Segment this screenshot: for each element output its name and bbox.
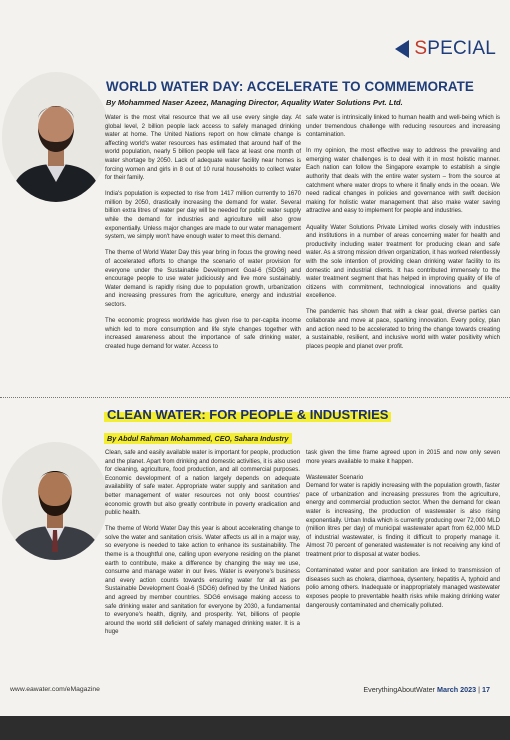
article2-title-wrap (104, 406, 391, 424)
article2-right-column (306, 449, 500, 618)
paragraph: The theme of World Water Day this year is about accelerating change to solve the water and sanitation crisis. Water affects us all in a major way, so everyone is needed to take action to enhance its sustainability. The theme is a thoughtful one, calling upon everyone residing on the planet earth to contribute, make a difference by changing the way we use, consume and manage water in our lives. Water is everyone's business and every action counts towards ensuring water for all as per Sustainable Development Goal-6 (SDG6) defined by the United Nations and agreed by member countries. SDG6 envisage making access to safe drinking water and sanitation for everyone by 2030, a fundamental to everyone's health, dignity, and prosperity. Yet, billions of people around the world still deficient of safely managed drinking water. It is a huge (105, 526, 300, 636)
paragraph: The theme of World Water Day this year bring in focus the growing need of accelerated efforts to change the scenario of water provision for everyone under the Sustainable Development Goal-6 (SDG6) and encourage people to use water judiciously and live more sustainably. Water demand is rapidly rising due to population growth, urbanization and increasing pressures from the agriculture, energy and industrial sectors. (105, 250, 301, 308)
article2-byline: By Abdul Rahman Mohammed, CEO, Sahara Industry (104, 433, 292, 444)
paragraph: Clean, safe and easily available water is important for people, production and the planet. Apart from drinking and domestic activities, it is also used for cleaning, agriculture, food production, and all commercial purposes. Economic development of a nation largely depends on adequate availability of safe water. Appropriate water supply and sanitation and better management of water resources not only boost countries' economic growth but also greatly contribute in poverty eradication and public health. (105, 450, 300, 517)
author-photo-1 (2, 72, 110, 202)
bottom-bar (0, 716, 510, 740)
article1-right-column (306, 114, 500, 359)
paragraph: Demand for water is rapidly increasing with the population growth, faster pace of urbanization and increasing pressures from the agriculture, energy and commercial production sector. When the demand for clean water is increasing, the production of wastewater is also rising exponentially. Urban India which is currently producing over 72,000 MLD (million litres per day) of municipal wastewater apart from 62,000 MLD of industrial wastewater, is finding it difficult to properly manage it. Almost 70 percent of generated wastewater is not receiving any kind of treatment prior to disposal at water bodies. (306, 483, 500, 559)
article1-left-column (105, 114, 301, 359)
article1-byline: By Mohammed Naser Azeez, Managing Director, Aquality Water Solutions Pvt. Ltd. (106, 98, 403, 107)
article1-title: WORLD WATER DAY: ACCELERATE TO COMMEMORATE (106, 79, 474, 94)
paragraph: task given the time frame agreed upon in 2015 and now only seven more years available to make it happen. (306, 450, 500, 465)
section-divider (0, 397, 510, 398)
article2-title: CLEAN WATER: FOR PEOPLE & INDUSTRIES (104, 407, 391, 422)
footer-separator: | (478, 685, 480, 694)
arrow-left-icon (395, 40, 409, 58)
author-photo-2 (2, 442, 108, 560)
footer-magazine: EverythingAboutWater (363, 685, 435, 694)
paragraph: India's population is expected to rise from 1417 million currently to 1670 million by 2050, drastically increasing the demand for water. Several billion extra litres of water per day will be needed for public water supply while the demand for industries and agriculture will also grow exponentially. Unless major changes are made to our water management system, we simply won't have enough water to meet this demand. (105, 191, 301, 241)
paragraph: safe water is intrinsically linked to human health and well-being which is under tremendous challenge with reducing resources and increasing contamination. (306, 115, 500, 139)
page-number: 17 (482, 685, 490, 694)
footer-url[interactable]: www.eawater.com/eMagazine (10, 686, 100, 693)
section-tag (395, 38, 496, 60)
paragraph: The pandemic has shown that with a clear goal, diverse parties can collaborate and move at pace, sparking innovation. Every policy, plan and action need to be accelerated to bring the change towards creating a sustainable, resilient, and inclusive world with water positivity which places people and planet over profit. (306, 309, 500, 350)
article2-byline-wrap (104, 428, 292, 446)
subheading: Wastewater Scenario (306, 474, 364, 481)
paragraph: In my opinion, the most effective way to address the prevailing and emerging water challenges is to deal with it in most holistic manner. Each nation can follow the Singapore example to establish a single authority that deals with the entire water system – from the source at catchment where water drops to where it finally ends in the ocean. We need radical changes in policies and governance with swift decision making for holistic water management that also make water saving attractive and easy to implement for people and industries. (306, 148, 500, 215)
paragraph: The economic progress worldwide has given rise to per-capita income which led to more consumption and life style changes together with increased awareness about the importance of safe drinking water, created huge demand for water. Access to (105, 317, 301, 350)
paragraph: Water is the most vital resource that we all use every single day. At global level, 2 billion people lack access to safely managed drinking water at home. The United Nations report on how climate change is affecting world's water resources has estimated that around half of the world population, nearly 5 billion people will face at least one month of water shortage by 2050. Lack of adequate water facility near homes is forcing women and girls in 8 out of 10 rural households to collect water for their family. (105, 115, 301, 182)
paragraph: Aquality Water Solutions Private Limited works closely with industries and institutions in a number of areas concerning water for health and productivity including water treatment for producing clean and safe water. As a strong mission driven organization, it has worked relentlessly with the sole intention of providing clean drinking water facility to its domestic and industrial clients. It has contributed immensely to the water treatment segment that has helped in improving quality of life of citizens with commitment, technological innovations and quality excellence. (306, 224, 500, 300)
footer-folio (363, 685, 490, 694)
article2-left-column (105, 449, 300, 644)
section-label: SPECIAL (414, 38, 496, 59)
paragraph: Contaminated water and poor sanitation are linked to transmission of diseases such as cholera, diarrhoea, dysentery, hepatitis A, typhoid and polio among others. Inadequate or inappropriately managed wastewater exposes people to preventable health risks while making drinking water dangerously contaminated and chemically polluted. (306, 568, 500, 609)
footer-date: March 2023 (436, 685, 477, 694)
